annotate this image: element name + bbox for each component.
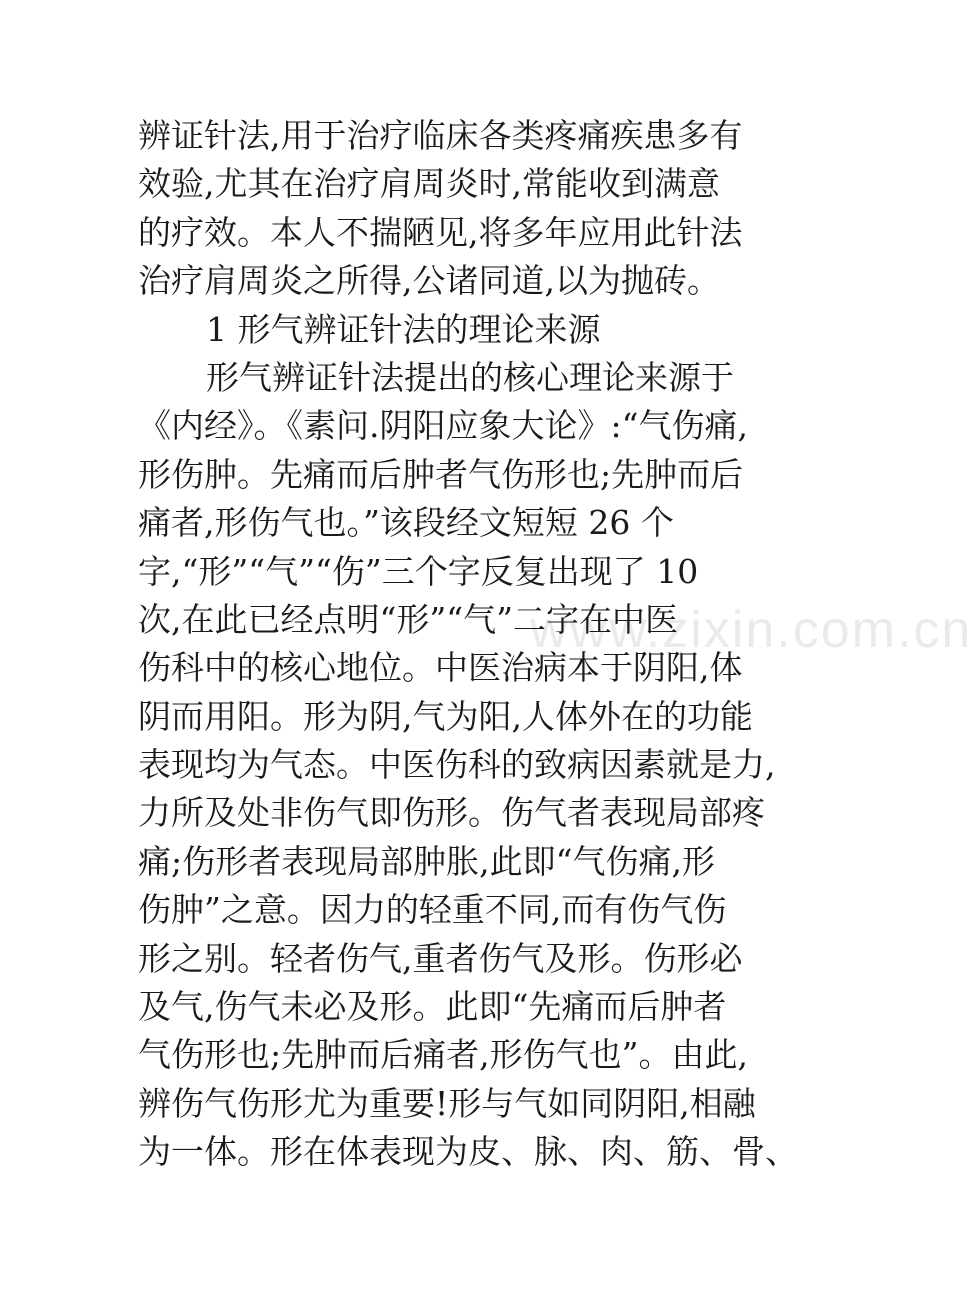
text-line: 效验,尤其在治疗肩周炎时,常能收到满意 — [138, 164, 720, 204]
text-line: 伤科中的核心地位。中医治病本于阴阳,体 — [138, 648, 743, 688]
paragraph-start-line: 形气辨证针法提出的核心理论来源于 — [206, 357, 734, 397]
section-heading: 1 形气辨证针法的理论来源 — [206, 309, 601, 349]
text-line: 辨伤气伤形尤为重要!形与气如同阴阳,相融 — [138, 1083, 756, 1123]
text-line: 力所及处非伤气即伤形。伤气者表现局部疼 — [138, 793, 765, 833]
text-line: 痛者,形伤气也。”该段经文短短 26 个 — [138, 503, 674, 543]
text-line: 形伤肿。先痛而后肿者气伤形也;先肿而后 — [138, 454, 744, 494]
text-line: 字,“形”“气”“伤”三个字反复出现了 10 — [138, 551, 699, 591]
text-line: 形之别。轻者伤气,重者伤气及形。伤形必 — [138, 938, 743, 978]
text-line: 表现均为气态。中医伤科的致病因素就是力, — [138, 745, 776, 785]
text-line: 治疗肩周炎之所得,公诸同道,以为抛砖。 — [138, 261, 720, 301]
watermark: www.zixin.com.cn — [530, 601, 972, 659]
text-line: 气伤形也;先肿而后痛者,形伤气也”。由此, — [138, 1035, 748, 1075]
text-line: 为一体。形在体表现为皮、脉、肉、筋、骨、 — [138, 1132, 798, 1172]
text-line: 《内经》。《素问.阴阳应象大论》:“气伤痛, — [138, 406, 748, 446]
text-line: 次,在此已经点明“形”“气”二字在中医 — [138, 599, 678, 639]
text-line: 的疗效。本人不揣陋见,将多年应用此针法 — [138, 212, 743, 252]
text-line: 伤肿”之意。因力的轻重不同,而有伤气伤 — [138, 890, 727, 930]
text-line: 痛;伤形者表现局部肿胀,此即“气伤痛,形 — [138, 841, 715, 881]
text-line: 阴而用阳。形为阴,气为阳,人体外在的功能 — [138, 696, 753, 736]
text-line: 辨证针法,用于治疗临床各类疼痛疾患多有 — [138, 116, 743, 155]
text-line: 及气,伤气未必及形。此即“先痛而后肿者 — [138, 987, 727, 1027]
